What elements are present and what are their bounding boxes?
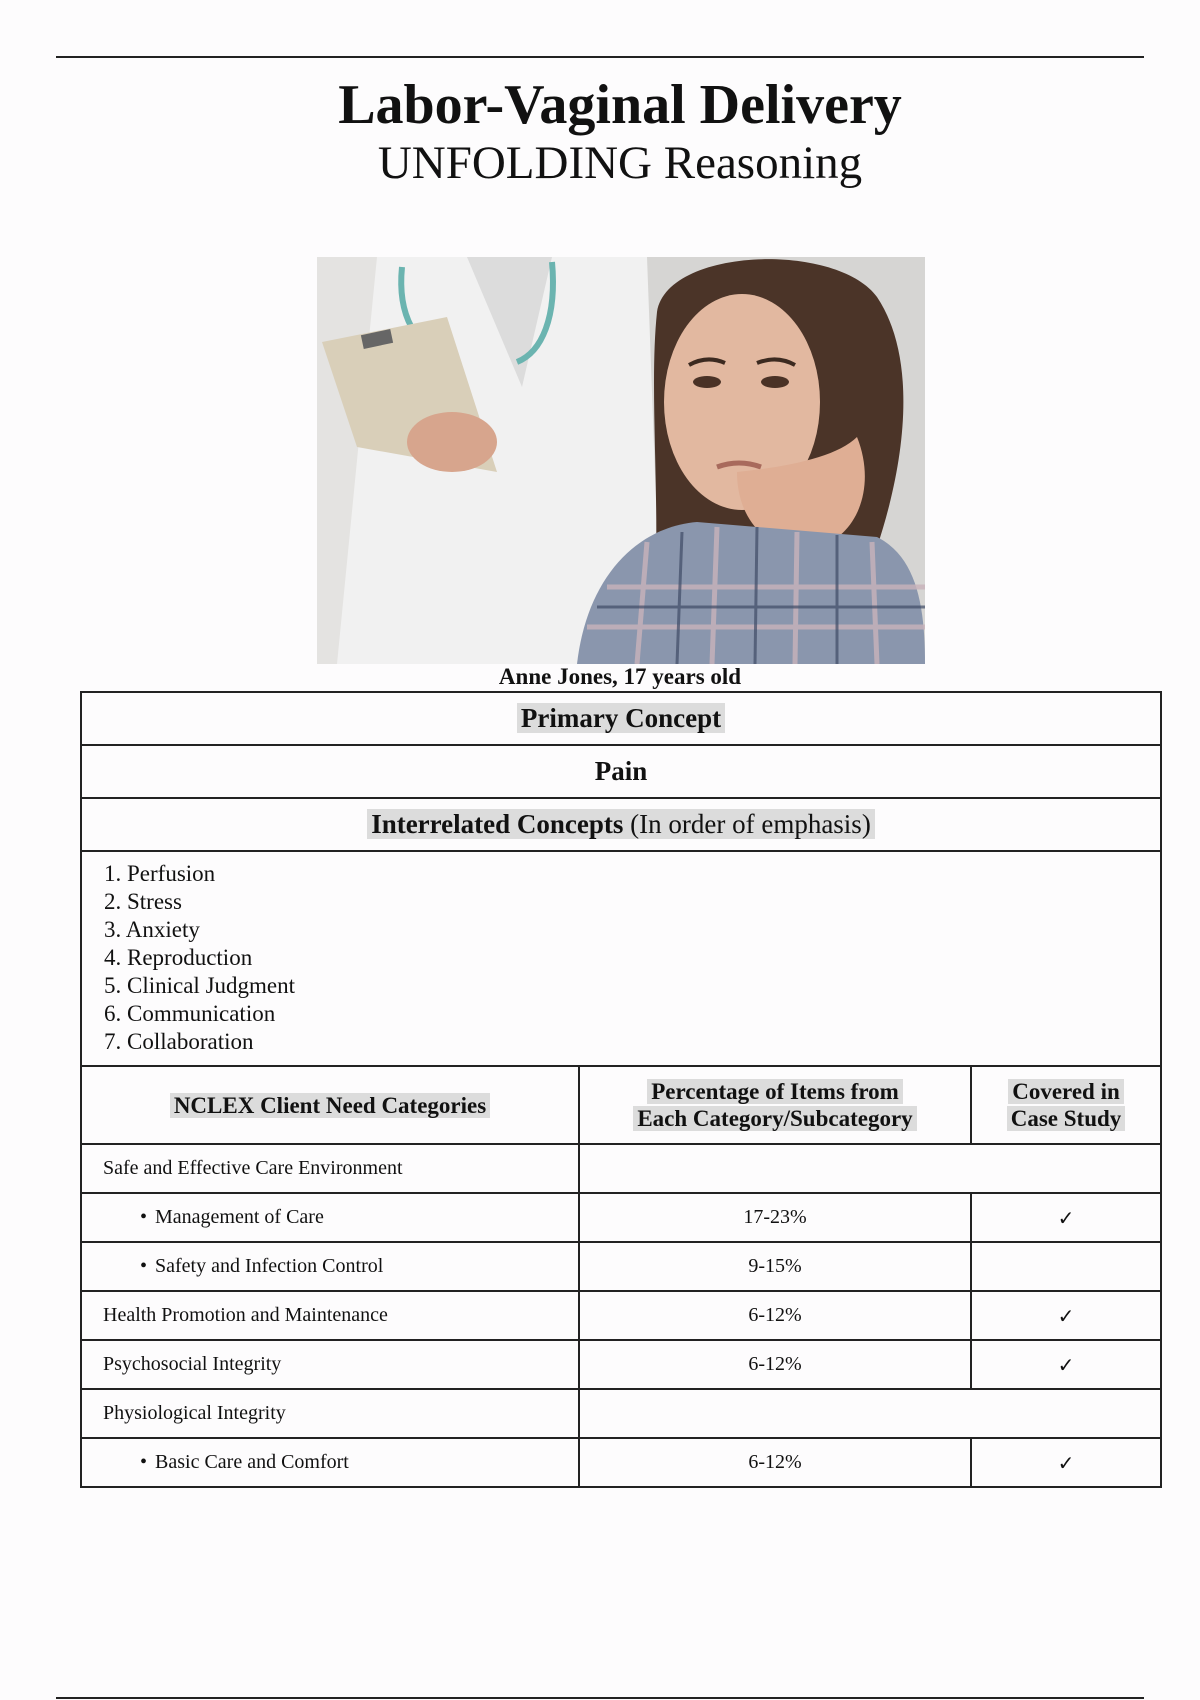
list-item: 5. Clinical Judgment xyxy=(104,973,296,998)
table-row xyxy=(81,1291,1161,1340)
list-item: 7. Collaboration xyxy=(104,1029,254,1054)
subcategory-cell: • Management of Care xyxy=(81,1193,579,1242)
category-cell: Health Promotion and Maintenance xyxy=(81,1291,579,1340)
category-cell: Physiological Integrity xyxy=(81,1389,579,1438)
table-row xyxy=(81,1193,1161,1242)
bottom-rule xyxy=(56,1697,1144,1699)
empty-cell xyxy=(579,1389,1161,1438)
table-row xyxy=(81,1242,1161,1291)
patient-photo xyxy=(317,257,925,664)
primary-concept-heading: Primary Concept xyxy=(517,703,725,733)
list-item: 3. Anxiety xyxy=(104,917,200,942)
subcategory-cell: • Safety and Infection Control xyxy=(81,1242,579,1291)
concepts-table xyxy=(80,691,1162,1488)
document-subtitle: UNFOLDING Reasoning xyxy=(377,137,863,189)
top-rule xyxy=(56,56,1144,58)
document-title: Labor-Vaginal Delivery xyxy=(338,74,902,136)
list-item: 4. Reproduction xyxy=(104,945,253,970)
column-header-percentage: Percentage of Items from Each Category/Subcategory xyxy=(579,1066,971,1144)
column-header-category: NCLEX Client Need Categories xyxy=(81,1066,579,1144)
column-header-covered: Covered in Case Study xyxy=(971,1066,1161,1144)
subcategory-cell: • Basic Care and Comfort xyxy=(81,1438,579,1487)
percentage-cell: 6-12% xyxy=(579,1291,971,1340)
category-cell: Safe and Effective Care Environment xyxy=(81,1144,579,1193)
empty-cell xyxy=(579,1144,1161,1193)
interrelated-concepts-note: (In order of emphasis) xyxy=(630,809,871,839)
table-row xyxy=(81,1389,1161,1438)
table-row xyxy=(81,1340,1161,1389)
photo-caption: Anne Jones, 17 years old xyxy=(498,664,742,689)
checkmark-icon: ✓ xyxy=(971,1438,1161,1487)
checkmark-icon: ✓ xyxy=(971,1193,1161,1242)
list-item: 2. Stress xyxy=(104,889,182,914)
patient-photo-illustration xyxy=(317,257,925,664)
covered-cell xyxy=(971,1242,1161,1291)
percentage-cell: 6-12% xyxy=(579,1438,971,1487)
list-item: 6. Communication xyxy=(104,1001,276,1026)
category-cell: Psychosocial Integrity xyxy=(81,1340,579,1389)
percentage-cell: 9-15% xyxy=(579,1242,971,1291)
percentage-cell: 6-12% xyxy=(579,1340,971,1389)
interrelated-concepts-heading-cell xyxy=(81,798,1161,851)
checkmark-icon: ✓ xyxy=(971,1291,1161,1340)
table-row xyxy=(81,1144,1161,1193)
primary-concept-value: Pain xyxy=(81,745,1161,798)
percentage-cell: 17-23% xyxy=(579,1193,971,1242)
interrelated-concepts-list-cell xyxy=(81,851,1161,1066)
interrelated-concepts-heading: Interrelated Concepts xyxy=(371,809,624,839)
interrelated-concepts-list xyxy=(82,860,1160,1056)
checkmark-icon: ✓ xyxy=(971,1340,1161,1389)
primary-concept-heading-cell xyxy=(81,692,1161,745)
table-row xyxy=(81,1438,1161,1487)
list-item: 1. Perfusion xyxy=(104,861,216,886)
